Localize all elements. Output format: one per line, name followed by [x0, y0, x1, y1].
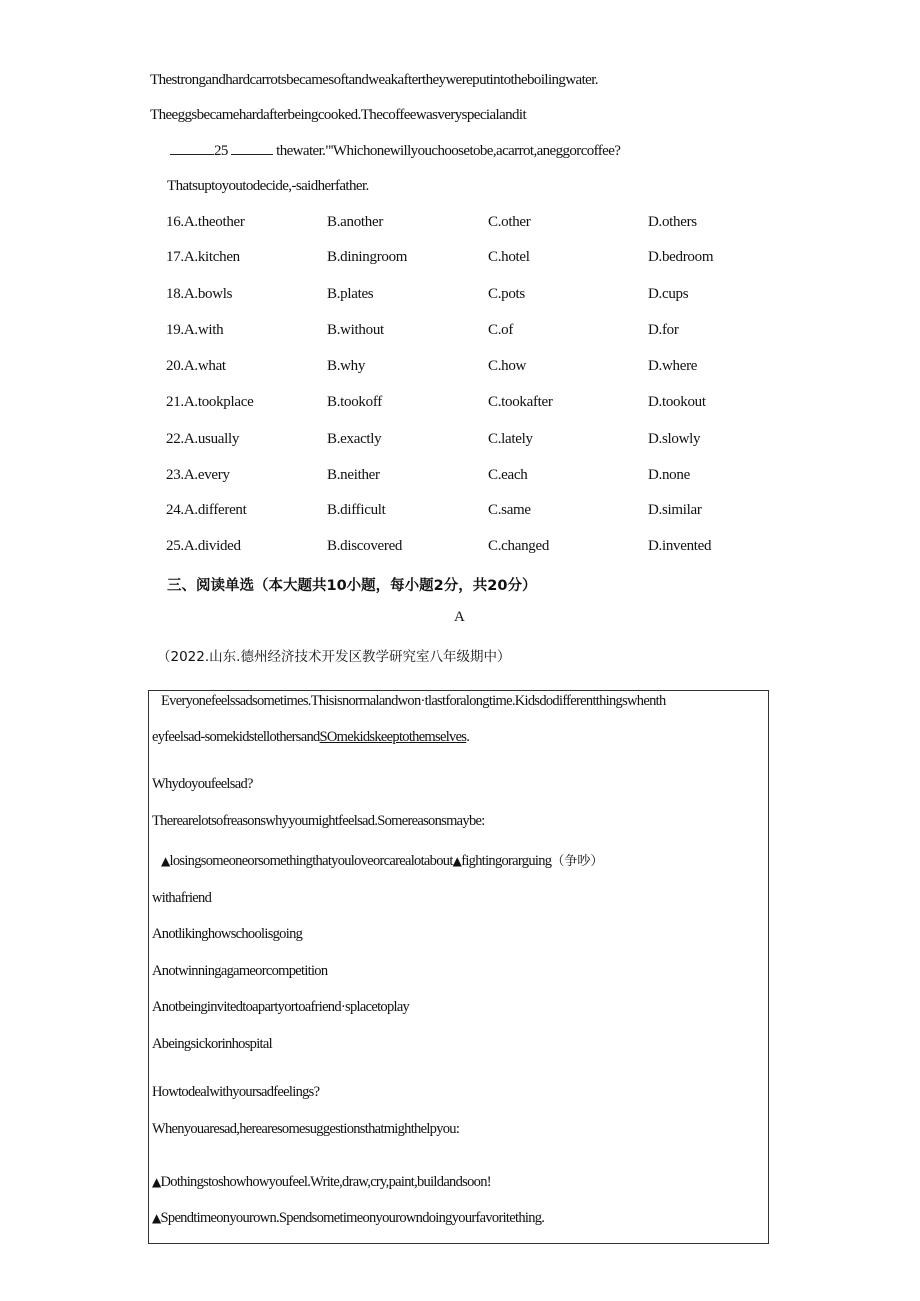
passage-line-3 [170, 142, 620, 160]
box-line-1: Everyonefeelssadsometimes.Thisisnormalandwon·tlastforalongtime.Kidsdodifferentthingswhenth [161, 693, 666, 709]
option-b: B.why [327, 358, 366, 374]
reasons-intro: Therearelotsofreasonswhyyoumightfeelsad.Somereasonsmaybe: [152, 813, 485, 829]
option-a: 17.A.kitchen [166, 249, 240, 265]
option-b: B.tookoff [327, 394, 382, 410]
reason-line-1 [161, 850, 603, 870]
option-a: 22.A.usually [166, 431, 240, 447]
suggestion-text: Spendtimeonyourown.Spendsometimeonyourowndoingyourfavoritething. [160, 1210, 545, 1226]
option-b: B.discovered [327, 538, 403, 554]
option-a: 18.A.bowls [166, 286, 233, 302]
reading-passage-box [148, 690, 769, 1244]
answer-blank [170, 142, 214, 155]
suggestion-text: Dothingstoshowhowyoufeel.Write,draw,cry,paint,buildandsoon! [160, 1174, 491, 1190]
option-a: 21.A.tookplace [166, 394, 254, 410]
option-d: D.bedroom [648, 249, 714, 265]
option-a: 20.A.what [166, 358, 226, 374]
reason-line-1-cont: withafriend [152, 890, 212, 906]
option-b: B.without [327, 322, 384, 338]
option-d: D.none [648, 467, 690, 483]
answer-blank [231, 142, 273, 155]
triangle-bullet-icon: ▲ [452, 854, 462, 868]
box-line-2-start: eyfeelsad-somekidstellothersand [152, 729, 320, 745]
option-b: B.another [327, 214, 384, 230]
reason-line-2: Anotlikinghowschoolisgoing [152, 926, 303, 942]
option-c: C.lately [488, 431, 533, 447]
suggestions-intro: Whenyouaresad,herearesomesuggestionsthatmighthelpyou: [152, 1121, 460, 1137]
underlined-phrase: SOmekidskeeptothemselves [319, 729, 467, 745]
option-d: D.slowly [648, 431, 701, 447]
reason-text: losingsomeoneorsomethingthatyouloveorcarealotabout [169, 853, 453, 869]
passage-line-3-text: thewater."'Whichonewillyouchoosetobe,acarrot,aneggorcoffee? [276, 143, 621, 159]
option-d: D.where [648, 358, 698, 374]
box-line-2 [152, 729, 469, 746]
reason-line-5: Abeingsickorinhospital [152, 1036, 272, 1052]
option-c: C.same [488, 502, 531, 518]
option-d: D.others [648, 214, 697, 230]
option-b: B.neither [327, 467, 380, 483]
subheading-how: Howtodealwithyoursadfeelings? [152, 1084, 320, 1100]
passage-line-2: Theeggsbecamehardafterbeingcooked.Thecoffeewasveryspecialandit [150, 107, 527, 123]
option-c: C.of [488, 322, 514, 338]
option-b: B.diningroom [327, 249, 408, 265]
option-c: C.hotel [488, 249, 530, 265]
option-b: B.exactly [327, 431, 382, 447]
reason-line-3: Anotwinningagameorcompetition [152, 963, 328, 979]
subheading-why: Whydoyoufeelsad? [152, 776, 253, 792]
passage-line-1: Thestrongandhardcarrotsbecamesoftandweakaftertheywereputintotheboilingwater. [150, 72, 598, 88]
option-c: C.pots [488, 286, 525, 302]
option-a: 19.A.with [166, 322, 224, 338]
option-c: C.each [488, 467, 528, 483]
option-d: D.similar [648, 502, 702, 518]
triangle-bullet-icon: ▲ [152, 1175, 161, 1189]
chinese-gloss: （争吵） [551, 854, 604, 869]
blank-number: 25 [214, 143, 228, 159]
triangle-bullet-icon: ▲ [152, 1211, 161, 1225]
option-a: 25.A.divided [166, 538, 241, 554]
option-a: 24.A.different [166, 502, 247, 518]
suggestion-2 [152, 1210, 544, 1227]
triangle-bullet-icon: ▲ [161, 854, 170, 868]
option-a: 23.A.every [166, 467, 230, 483]
suggestion-1 [152, 1174, 491, 1191]
option-c: C.tookafter [488, 394, 553, 410]
reason-line-4: Anotbeinginvitedtoapartyortoafriend·splacetoplay [152, 999, 410, 1015]
option-d: D.for [648, 322, 679, 338]
option-c: C.other [488, 214, 531, 230]
option-d: D.tookout [648, 394, 706, 410]
reason-text: fightingorarguing [461, 853, 552, 869]
source-note: （2022.山东.德州经济技术开发区教学研究室八年级期中） [157, 649, 511, 665]
option-b: B.plates [327, 286, 374, 302]
option-c: C.changed [488, 538, 550, 554]
section-heading: 三、阅读单选（本大题共10小题，每小题2分，共20分） [167, 578, 537, 594]
option-a: 16.A.theother [166, 214, 245, 230]
box-line-2-end: . [466, 729, 470, 745]
passage-line-4: Thatsuptoyoutodecide,-saidherfather. [167, 178, 369, 194]
option-c: C.how [488, 358, 527, 374]
option-d: D.cups [648, 286, 689, 302]
option-d: D.invented [648, 538, 712, 554]
option-b: B.difficult [327, 502, 386, 518]
passage-label: A [454, 609, 465, 625]
